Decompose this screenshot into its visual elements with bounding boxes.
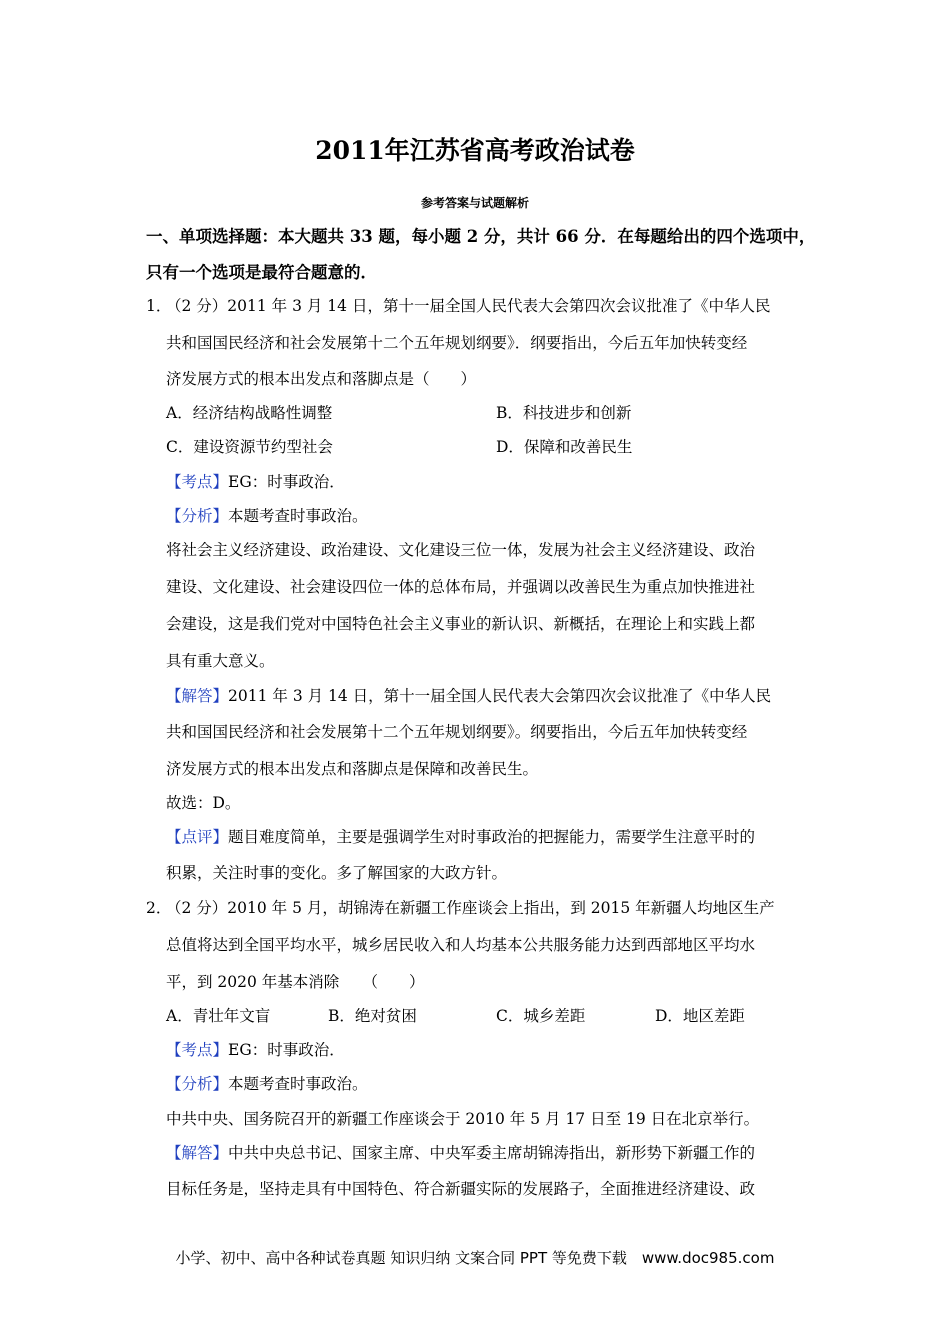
question-1-jieda-line-2: 共和国国民经济和社会发展第十二个五年规划纲要》。纲要指出，今后五年加快转变经: [166, 723, 748, 741]
dianping-text-line-1: 题目难度简单，主要是强调学生对时事政治的把握能力，需要学生注意平时的: [228, 828, 756, 846]
question-2-stem-line-3: 平，到 2020 年基本消除 （ ）: [166, 973, 425, 991]
fenxi-tag: 【分析】: [166, 1075, 229, 1093]
kaodian-text: EG：时事政治．: [228, 473, 345, 491]
question-1-number: 1．: [146, 297, 172, 315]
question-1-analysis-line-3: 会建设，这是我们党对中国特色社会主义事业的新认识、新概括，在理论上和实践上都: [166, 615, 756, 633]
kaodian-tag: 【考点】: [166, 473, 229, 491]
question-1-answer: 故选：D。: [166, 794, 241, 812]
question-1-option-c: C．建设资源节约型社会: [166, 438, 333, 456]
question-1-stem-line-2: 共和国国民经济和社会发展第十二个五年规划纲要》．纲要指出，今后五年加快转变经: [166, 334, 748, 352]
question-1-option-d: D．保障和改善民生: [496, 438, 633, 456]
question-1-jieda-line-3: 济发展方式的根本出发点和落脚点是保障和改善民生。: [166, 760, 539, 778]
question-2-jieda-line-2: 目标任务是，坚持走具有中国特色、符合新疆实际的发展路子，全面推进经济建设、政: [166, 1180, 756, 1198]
fenxi-text: 本题考查时事政治。: [228, 1075, 368, 1093]
question-2-kaodian: [166, 1038, 345, 1060]
page-title: 2011年江苏省高考政治试卷: [315, 136, 635, 165]
question-1-jieda: [166, 684, 771, 706]
question-2-option-d: D．地区差距: [655, 1007, 745, 1025]
question-2-stem-line-2: 总值将达到全国平均水平，城乡居民收入和人均基本公共服务能力达到西部地区平均水: [166, 936, 756, 954]
kaodian-text: EG：时事政治．: [228, 1041, 345, 1059]
question-1-stem-line-3: 济发展方式的根本出发点和落脚点是（ ）: [166, 370, 477, 388]
fenxi-text: 本题考查时事政治。: [228, 507, 368, 525]
question-2-option-b: B．绝对贫困: [328, 1007, 417, 1025]
jieda-tag: 【解答】: [166, 687, 229, 705]
jieda-text-line-1: 中共中央总书记、国家主席、中央军委主席胡锦涛指出，新形势下新疆工作的: [228, 1144, 756, 1162]
fenxi-tag: 【分析】: [166, 507, 229, 525]
question-1-analysis-line-1: 将社会主义经济建设、政治建设、文化建设三位一体，发展为社会主义经济建设、政治: [166, 541, 756, 559]
jieda-text-line-1: 2011 年 3 月 14 日，第十一届全国人民代表大会第四次会议批准了《中华人民: [228, 687, 772, 705]
question-1-analysis-line-4: 具有重大意义。: [166, 652, 275, 670]
dianping-tag: 【点评】: [166, 828, 229, 846]
question-2-fenxi: [166, 1072, 368, 1094]
question-1-stem-line-1: （2 分）2011 年 3 月 14 日，第十一届全国人民代表大会第四次会议批准了《中华人民: [166, 297, 771, 315]
question-1-option-a: A．经济结构战略性调整: [166, 404, 333, 422]
question-2-option-c: C．城乡差距: [496, 1007, 586, 1025]
question-2-jieda: [166, 1141, 755, 1163]
question-1-kaodian: [166, 470, 345, 492]
section-heading-line-2: 只有一个选项是最符合题意的．: [146, 263, 377, 282]
question-1-option-b: B．科技进步和创新: [496, 404, 632, 422]
question-2-number: 2．: [146, 899, 172, 917]
question-2-analysis-line-1: 中共中央、国务院召开的新疆工作座谈会于 2010 年 5 月 17 日至 19 日在北京举行。: [166, 1110, 760, 1128]
kaodian-tag: 【考点】: [166, 1041, 229, 1059]
jieda-tag: 【解答】: [166, 1144, 229, 1162]
question-2-option-a: A．青壮年文盲: [166, 1007, 271, 1025]
question-1-dianping: [166, 825, 755, 847]
question-1-fenxi: [166, 504, 368, 526]
page-subtitle: 参考答案与试题解析: [420, 196, 529, 210]
page-footer: 小学、初中、高中各种试卷真题 知识归纳 文案合同 PPT 等免费下载 www.doc985.com: [175, 1249, 775, 1267]
question-1-dianping-line-2: 积累，关注时事的变化。多了解国家的大政方针。: [166, 864, 508, 882]
section-heading-line-1: 一、单项选择题：本大题共 33 题，每小题 2 分，共计 66 分．在每题给出的四个选项中，: [146, 227, 816, 246]
question-2-stem-line-1: （2 分）2010 年 5 月，胡锦涛在新疆工作座谈会上指出，到 2015 年新疆人均地区生产: [166, 899, 775, 917]
question-1-analysis-line-2: 建设、文化建设、社会建设四位一体的总体布局，并强调以改善民生为重点加快推进社: [166, 578, 756, 596]
